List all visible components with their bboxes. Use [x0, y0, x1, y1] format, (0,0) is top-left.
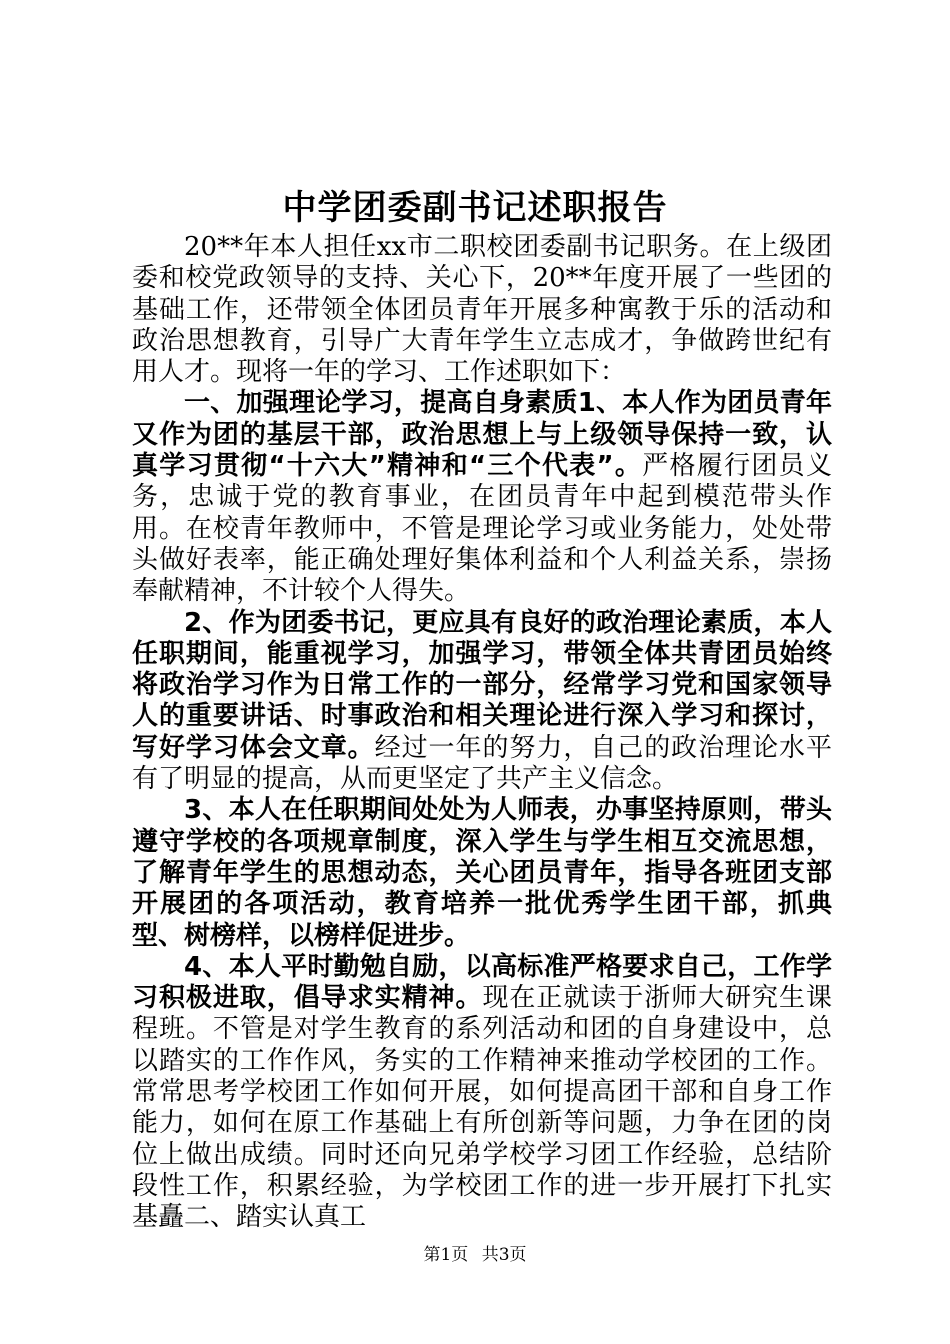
- page-footer: [0, 1244, 950, 1266]
- document-title: 中学团委副书记述职报告: [282, 188, 668, 228]
- section-4-text: 现在正就读于浙师大研究生课程班。不管是对学生教育的系列活动和团的自身建设中，总以踏实的工作作风，务实的工作精神来推动学校团的工作。常常思考学校团工作如何开展，如何提高团干部和自身工作能力，如何在原工作基础上有所创新等问题，力争在团的岗位上做出成绩。同时还向兄弟学校学习团工作经验，总结阶段性工作，积累经验，为学校团工作的进一步开展打下扎实基矗二、踏实认真工: [132, 983, 832, 1233]
- page-total: 共3页: [481, 1245, 527, 1265]
- section-4-paragraph: [132, 952, 832, 1234]
- section-3-bold-text: 3、本人在任职期间处处为人师表，办事坚持原则，带头遵守学校的各项规章制度，深入学生与学生相互交流思想，了解青年学生的思想动态，关心团员青年，指导各班团支部开展团的各项活动，教育培养一批优秀学生团干部，抓典型、树榜样，以榜样促进步。: [132, 795, 832, 951]
- page-number: 第1页: [423, 1245, 469, 1265]
- section-1-text: 严格履行团员义务，忠诚于党的教育事业，在团员青年中起到模范带头作用。在校青年教师中，不管是理论学习或业务能力，处处带头做好表率，能正确处理好集体利益和个人利益关系，崇扬奉献精神，不计较个人得失。: [132, 451, 832, 607]
- section-4-bold-text: 4、本人平时勤勉自励，以高标准严格要求自己，工作学习积极进取，倡导求实精神。: [132, 951, 832, 1014]
- intro-paragraph: 20**年本人担任xx市二职校团委副书记职务。在上级团委和校党政领导的支持、关心下，20**年度开展了一些团的基础工作，还带领全体团员青年开展多种寓教于乐的活动和政治思想教育，引导广大青年学生立志成才，争做跨世纪有用人才。现将一年的学习、工作述职如下：: [132, 232, 832, 388]
- section-2-bold-text: 2、作为团委书记，更应具有良好的政治理论素质，本人任职期间，能重视学习，加强学习，带领全体共青团员始终将政治学习作为日常工作的一部分，经常学习党和国家领导人的重要讲话、时事政治和相关理论进行深入学习和探讨，写好学习体会文章。: [132, 607, 832, 763]
- section-1-bold-text: 一、加强理论学习，提高自身素质1、本人作为团员青年又作为团的基层干部，政治思想上与上级领导保持一致，认真学习贯彻“十六大”精神和“三个代表”。: [132, 388, 832, 482]
- section-3-paragraph: [132, 795, 832, 951]
- section-2-paragraph: [132, 608, 832, 796]
- document-body: [132, 232, 832, 1234]
- section-1-paragraph: [132, 388, 832, 607]
- section-2-text: 经过一年的努力，自己的政治理论水平有了明显的提高，从而更坚定了共产主义信念。: [132, 732, 832, 795]
